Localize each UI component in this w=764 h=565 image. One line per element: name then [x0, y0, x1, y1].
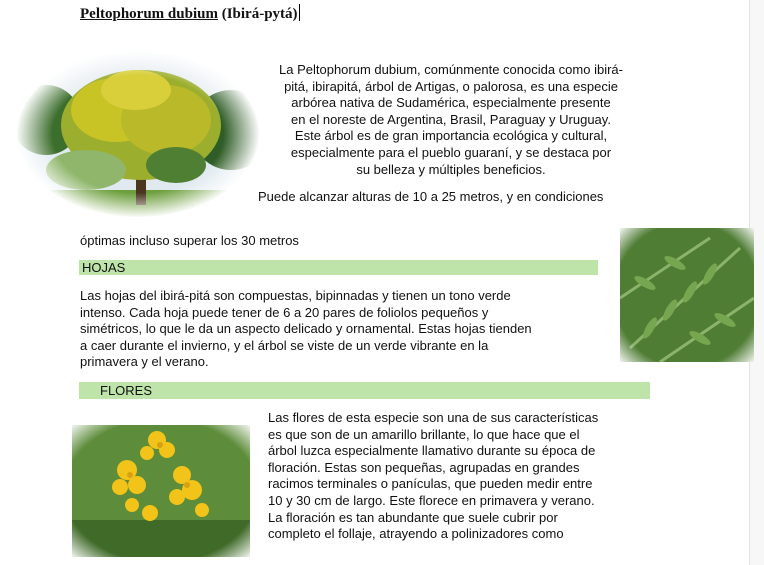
intro-line: en el noreste de Argentina, Brasil, Paraguay y Uruguay.: [291, 111, 611, 127]
intro-line: La Peltophorum dubium, comúnmente conocida como ibirá-: [279, 62, 623, 77]
title-common-name: (Ibirá-pytá): [221, 6, 298, 22]
flores-line: La floración es tan abundante que suele cubrir por: [268, 509, 558, 525]
flowers-photo: [72, 425, 250, 557]
hojas-heading-bar[interactable]: [79, 260, 598, 275]
flores-line: Las flores de esta especie son una de sus características: [268, 410, 599, 425]
title-scientific-name: Peltophorum dubium: [80, 6, 218, 22]
leaves-photo: [620, 228, 754, 362]
hojas-line: intenso. Cada hoja puede tener de 6 a 20 pares de foliolos pequeños y: [80, 304, 489, 320]
flores-line: racimos terminales o panículas, que pueden medir entre: [268, 476, 593, 492]
height-text-line1[interactable]: Puede alcanzar alturas de 10 a 25 metros, y en condiciones: [258, 189, 604, 204]
intro-paragraph[interactable]: [252, 62, 650, 178]
flores-line: árbol luzca especialmente llamativo durante su época de: [268, 443, 596, 459]
hojas-line: primavera y el verano.: [80, 354, 209, 370]
flores-line: 10 y 30 cm de largo. Este florece en primavera y verano.: [268, 492, 595, 508]
intro-line: arbórea nativa de Sudamérica, especialmente presente: [291, 95, 611, 111]
hojas-paragraph[interactable]: [80, 288, 532, 371]
hojas-line: simétricos, lo que le da un aspecto delicado y ornamental. Estas hojas tienden: [80, 321, 532, 337]
intro-line: Este árbol es de gran importancia ecológica y cultural,: [294, 128, 608, 144]
hojas-line: Las hojas del ibirá-pitá son compuestas, bipinnadas y tienen un tono verde: [80, 288, 511, 303]
intro-line: especialmente para el pueblo guaraní, y se destaca por: [290, 144, 612, 160]
flores-line: floración. Estas son pequeñas, agrupadas en grandes: [268, 459, 580, 475]
hojas-heading: HOJAS: [82, 260, 126, 275]
height-text-line2[interactable]: óptimas incluso superar los 30 metros: [80, 233, 299, 248]
intro-line: pitá, ibirapitá, árbol de Artigas, o palorosa, es una especie: [284, 78, 618, 94]
tree-photo: [16, 50, 260, 218]
flores-heading: FLORES: [100, 383, 153, 398]
document-title[interactable]: [80, 4, 300, 23]
hojas-line: a caer durante el invierno, y el árbol se viste de un verde vibrante en la: [80, 337, 489, 353]
flores-heading-bar[interactable]: [79, 382, 650, 399]
flores-line: es que son de un amarillo brillante, lo que hace que el: [268, 426, 580, 442]
intro-line: su belleza y múltiples beneficios.: [356, 161, 546, 177]
flores-paragraph[interactable]: [268, 410, 598, 543]
text-cursor: [299, 4, 300, 21]
flores-line: completo el follaje, atrayendo a polinizadores como: [268, 526, 564, 542]
